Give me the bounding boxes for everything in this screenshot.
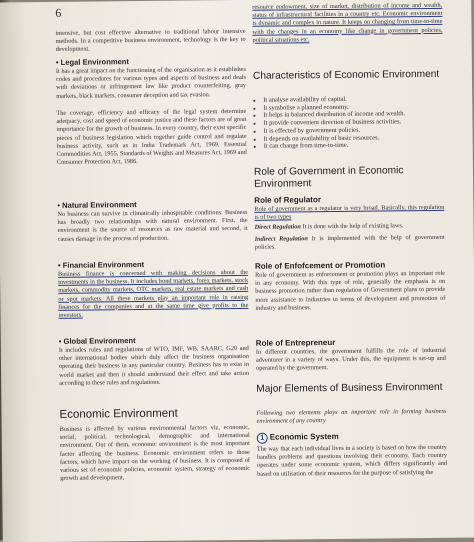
legal-heading-text: Legal Environment [60,57,129,67]
characteristic-item: • It provide convenient direction of business activities. [263,118,443,128]
enforcement-paragraph: Role of government as enforcement or promotion plays an important role in any economy. With this type of role, generally the emphasis is on business promotion rather than regulation of Government plans to provide more assistance to industries in terms of development and promotion of industry and business. [255,269,446,312]
role-of-government-heading: Role of Government in Economic Environment [253,165,404,190]
legal-paragraph-1: It has a great impact on the functioning of the organisation as it establishes codes and procedures for various types and aspects of business and deals with deviations or infringement law like product counterfeiting, gray markets, black markets, consumer deception and tax evasion. [55,65,247,100]
number-circle: 1 [257,433,268,444]
financial-environment-heading: • Financial Environment [57,259,145,270]
natural-environment-heading: • Natural Environment [57,200,137,210]
natural-heading-text: Natural Environment [62,200,137,210]
characteristic-item: • It helps in balanced distribution of income and wealth. [263,110,443,120]
characteristic-item: • It symbolise a planned economy. [263,103,443,113]
role-of-entrepreneur-heading: Role of Entrepreneur [255,337,336,348]
global-paragraph: It includes rules and regulations of WTO, IMF, WB, SAARC, G20 and other international bodies which duly affect the business organisation operating their business in any particular country. Business has to exist in world market and then it should understand their effect and take action according to these rules and regulations. [58,344,250,387]
major-elements-intro: Following two elements plays an important role in forming business environment of any country [256,407,447,426]
intro-paragraph: intensive, but cost effective alternative to traditional labour intensive methods. In a competitive business environment, technology is the key to development. [55,27,246,54]
regulator-text: Role of government as a regulator is very broad. Basically, this regulation is of two types [254,203,445,222]
characteristic-item: • It is effected by government policies. [264,126,444,136]
role-of-enforcement-heading: Role of Enfofcement or Promotion [254,260,386,271]
indirect-regulation-text: It is implemented with the help of government policies. [254,233,445,252]
major-elements-heading: Major Elements of Business Environment [256,381,443,395]
financial-paragraph: Business finance is concerned with making decisions about the investments in the business. It includes bond markets, forex markets, stock markets, commodity markets, OTC markets, real estate markets and cash or spot markets. All these markets play an important role in raising finances for the companies and at the same time give profits to the investors. [57,268,249,319]
global-environment-heading: • Global Environment [58,336,136,346]
left-column [55,0,251,483]
indirect-regulation-label: Indirect Regulation [254,235,308,243]
economic-system-heading [257,432,339,444]
role-of-regulator-heading: Role of Regulator [254,195,321,205]
global-heading-text: Global Environment [63,336,136,346]
characteristics-heading: Characteristics of Economic Environment [252,68,440,82]
indirect-regulation [255,234,445,252]
page-number: 6 [55,5,62,20]
characteristics-list [253,95,444,151]
regulator-paragraph [254,204,444,222]
characteristic-item: • It depends on availability of basic resources. [264,133,444,143]
continued-paragraph: resource endowment, size of market, distribution of income and wealth, status of infrastructural facilities in a country etc. Economic environment is dynamic and complex in nature. It keeps on changing from time-to-time with the changes in an economy like change in government policies, political situations etc. [252,1,443,44]
direct-regulation-label: Direct Regulation [254,223,301,231]
entrepreneur-paragraph: In different countries, the government fulfills the role of industrial adventurer in a variety of ways. Under this, the equipment is set-up and operated by the government. [255,346,446,373]
direct-regulation-text: It is done with the help of existing laws. [302,222,404,231]
economic-system-paragraph: The way that each individual lives in a society is based on how the country handles problems and questions involving their economy. Each country operates under some economic system, which differs significantly and based on utilisation of their resources for the purpose of satisfying the [256,443,448,478]
characteristic-item: • It can change from time-to-time. [264,141,444,151]
economic-environment-heading: Economic Environment [59,407,178,421]
legal-paragraph-2: The coverage, efficiency and efficacy of the legal system determine adequacy, cost and speed of economic justice and these factors are of great importance for the growth of business. In every country, their exist specific pieces of business legislation which together guide control and regulate business activity, such as in India Trademark Act, 1969, Essential Commodities Act, 1955, Standards of Weights and Measures Act, 1969 and Consumer Protection Act, 1986. [56,107,247,167]
economic-system-heading-text: Economic System [269,431,339,442]
economic-environment-paragraph: Business is affected by various environmental factors viz, economic, social, political, technological, demographic and international environment. Out of them, economic environment is the most important factor affecting the business. Economic environment refers to those factors, which have impact on the working of business. It is composed of various set of economic policies, economic system, strategy of economic growth and development, [59,423,251,483]
financial-heading-text: Financial Environment [62,259,145,270]
legal-environment-heading: • Legal Environment [55,57,129,67]
natural-paragraph: No business can survive in climatically inhospitable conditions. Business has broadly two relationships with natural environment. First, the environment is the source of resources as raw material and second, it causes damage in the process of production. [57,208,248,243]
direct-regulation [255,222,445,232]
characteristic-item: • It analyse availability of capital. [263,95,443,105]
